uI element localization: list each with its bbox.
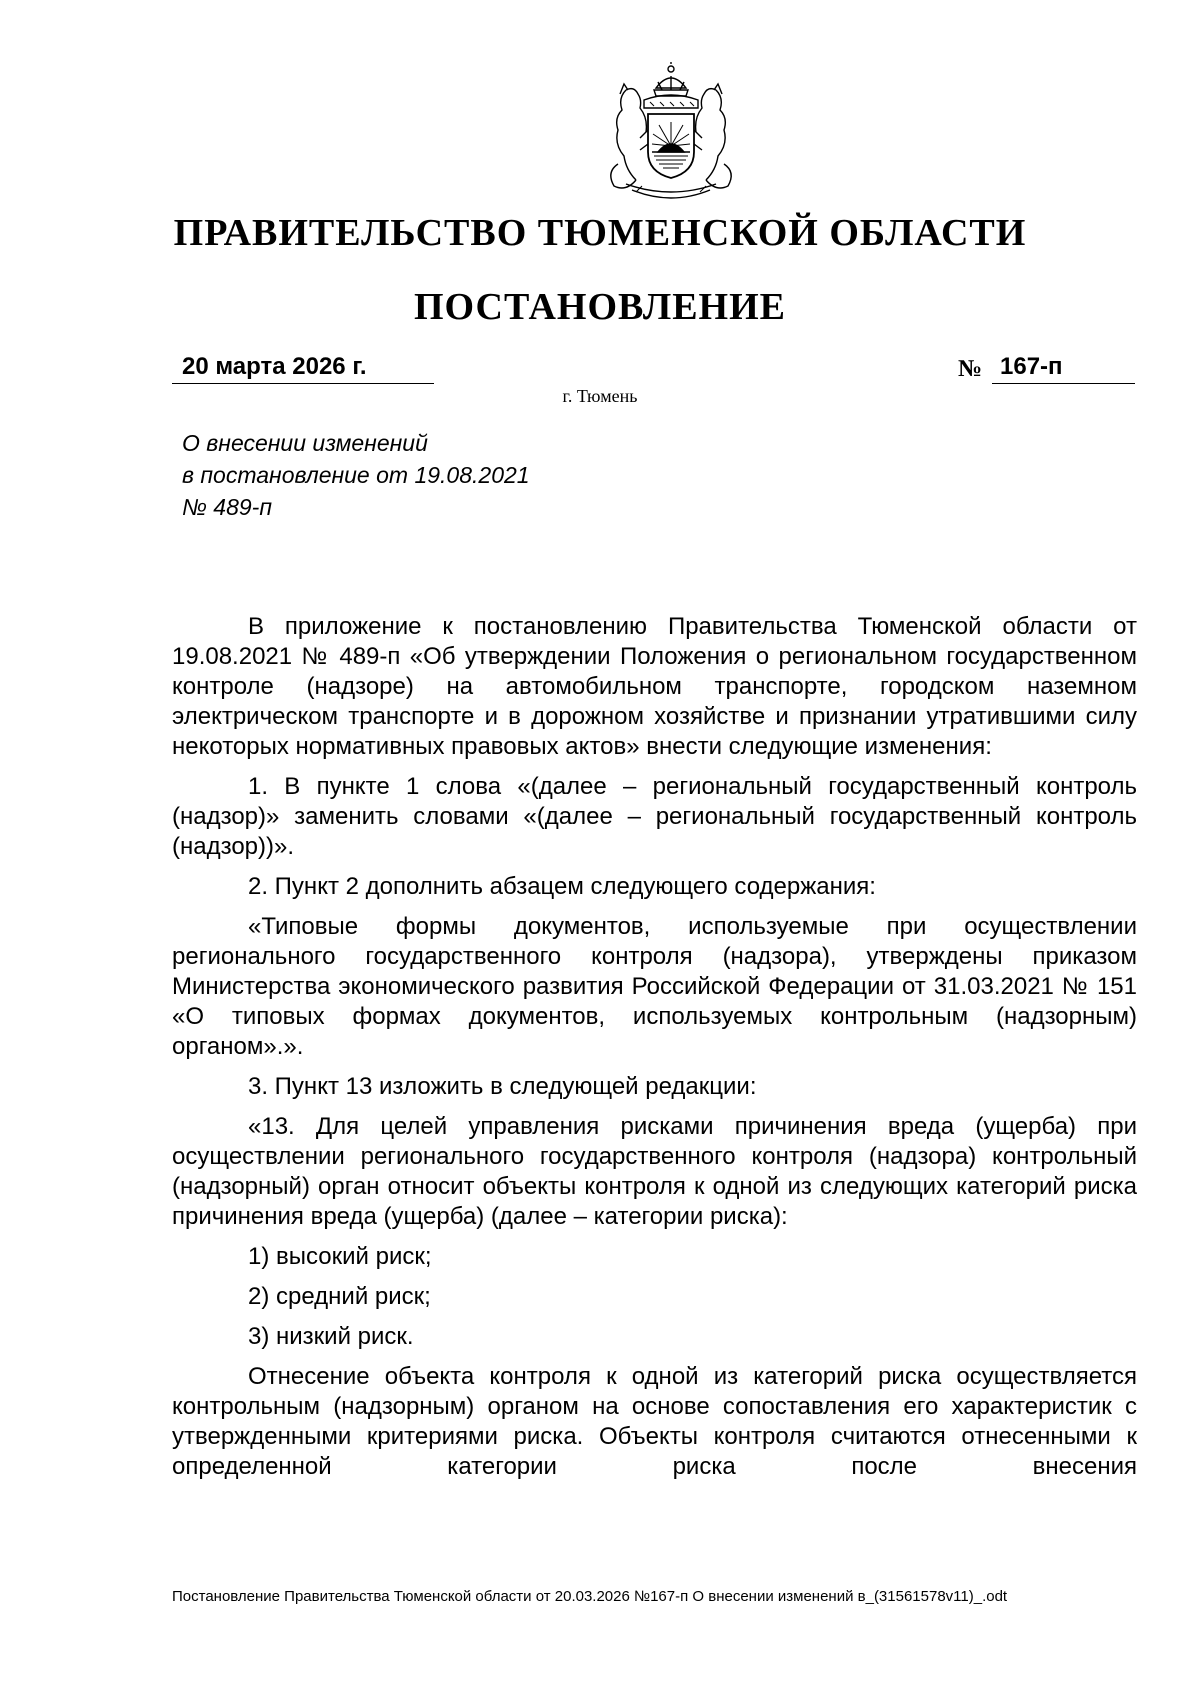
subject-line: № 489-п	[182, 494, 272, 520]
subject-line: О внесении изменений	[182, 430, 428, 456]
organization-title: ПРАВИТЕЛЬСТВО ТЮМЕНСКОЙ ОБЛАСТИ	[173, 212, 1027, 254]
body-paragraph: 2. Пункт 2 дополнить абзацем следующего содержания:	[248, 873, 876, 900]
body-paragraph: Отнесение объекта контроля к одной из категорий риска осуществляется контрольным (надзорным) органом на основе сопоставления его характеристик с утвержденными критериями риска. Объекты контроля считаются отнесенными к определенной категории риска после внесения	[172, 1363, 1137, 1480]
document-footer: Постановление Правительства Тюменской области от 20.03.2026 №167-п О внесении изменений в_(31561578v11)_.odt	[172, 1588, 1008, 1605]
body-paragraph: 1. В пункте 1 слова «(далее – региональный государственный контроль (надзор)» заменить словами «(далее – региональный государственный контроль (надзор))».	[172, 773, 1137, 860]
document-date: 20 марта 2026 г.	[172, 352, 434, 384]
body-paragraph: 3. Пункт 13 изложить в следующей редакции:	[248, 1073, 757, 1100]
document-number: 167-п	[992, 352, 1135, 384]
subject-line: в постановление от 19.08.2021	[182, 462, 530, 488]
document-body	[172, 612, 1137, 1482]
risk-list-item: 1) высокий риск;	[248, 1243, 432, 1270]
document-number-label: №	[958, 356, 983, 382]
coat-of-arms-icon	[596, 60, 746, 210]
risk-list-item: 2) средний риск;	[248, 1283, 431, 1310]
document-type-heading: ПОСТАНОВЛЕНИЕ	[413, 286, 787, 328]
document-subject	[182, 427, 530, 523]
body-paragraph: «Типовые формы документов, используемые при осуществлении регионального государственного контроля (надзора), утверждены приказом Министерства экономического развития Российской Федерации от 31.03.2021 № 151 «О типовых формах документов, используемых контрольным (надзорным) органом».».	[172, 913, 1137, 1060]
body-paragraph: «13. Для целей управления рисками причинения вреда (ущерба) при осуществлении регионального государственного контроля (надзора) контрольный (надзорный) орган относит объекты контроля к одной из следующих категорий риска причинения вреда (ущерба) (далее – категории риска):	[172, 1113, 1137, 1230]
document-city: г. Тюмень	[562, 386, 638, 406]
body-paragraph: В приложение к постановлению Правительства Тюменской области от 19.08.2021 № 489-п «Об утверждении Положения о региональном государственном контроле (надзоре) на автомобильном транспорте, городском наземном электрическом транспорте и в дорожном хозяйстве и признании утратившими силу некоторых нормативных правовых актов» внести следующие изменения:	[172, 613, 1137, 760]
risk-list-item: 3) низкий риск.	[248, 1323, 414, 1350]
